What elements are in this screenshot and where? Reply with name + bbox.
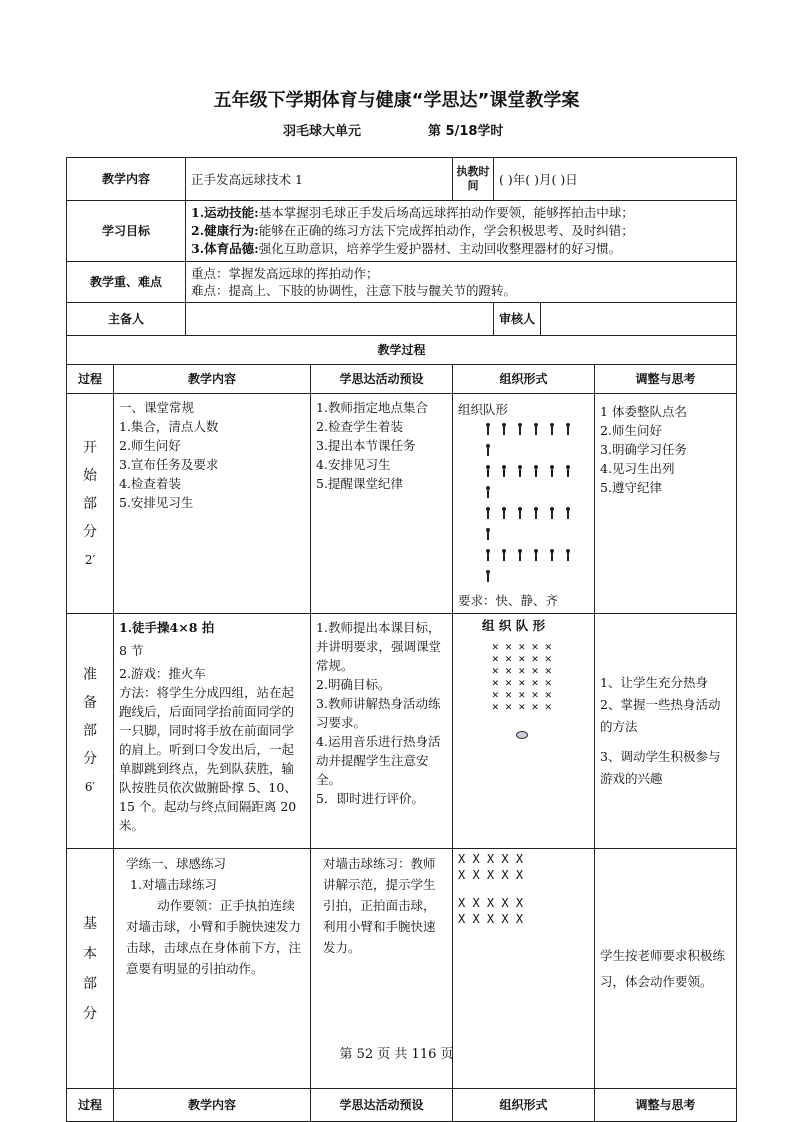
formation-diagram: ✕ ✕ ✕ ✕ ✕ ✕ ✕ ✕ ✕ ✕ ✕ ✕ ✕ ✕ ✕ ✕ ✕ ✕ ✕ ✕ ✕ ✕ ✕ ✕ ✕ ✕ ✕ ✕ ✕ ✕ (492, 640, 552, 713)
section-start (67, 394, 737, 614)
formation-row: X X X X X (458, 852, 524, 866)
section-organization (453, 394, 595, 614)
student-icon (517, 423, 523, 435)
student-icon (485, 528, 491, 540)
goals-list (186, 201, 737, 262)
col-content: 教学内容 (114, 365, 311, 394)
student-icon (565, 549, 571, 561)
page-number: 第 52 页 共 116 页 (339, 1047, 454, 1062)
student-icon (485, 549, 491, 561)
section-organization (453, 614, 595, 849)
student-icon (533, 423, 539, 435)
content-label: 教学内容 (67, 158, 186, 201)
col-stage-footer: 过程 (67, 1089, 114, 1122)
formation-diagram (480, 421, 589, 589)
goal-item: 3.体育品德:强化互助意识，培养学生爱护器材、主动回收整理器材的好习惯。 (191, 241, 622, 256)
key-point: 难点：提高上、下肢的协调性，注意下肢与髋关节的蹬转。 (191, 283, 517, 298)
student-icon (517, 507, 523, 519)
goals-label: 学习目标 (67, 201, 186, 262)
content-value: 正手发高远球技术 1 (186, 158, 453, 201)
student-icon (485, 507, 491, 519)
column-header-row (67, 365, 737, 394)
section-content: 1.徒手操4×8 拍 8 节 2.游戏：推火车 方法：将学生分成四组，站在起跑线后，后面同学抬前面同学的一只脚，同时将手放在前面同学的肩上。听到口令发出后，一起单脚跳到终点，先到队获胜，输队按胜员依次做腑卧撑 5、10、15 个。起动与终点间隔距离 20 米。 (114, 614, 311, 849)
org-title: 组 织 队 形 (482, 618, 546, 633)
formation-row: X X X X X (458, 896, 524, 910)
col-organization: 组织形式 (453, 365, 595, 394)
student-icon (533, 465, 539, 477)
goal-item: 2.健康行为:能够在正确的练习方法下完成挥拍动作，学会积极思考、及时纠错； (191, 223, 634, 238)
student-icon (501, 549, 507, 561)
student-icon (549, 507, 555, 519)
student-icon (565, 507, 571, 519)
section-activity: 1.教师提出本课目标，并讲明要求，强调课堂常规。 2.明确目标。 3.教师讲解热身活动练习要求。 4.运用音乐进行热身活动并提醒学生注意安全。 5．即时进行评价。 (311, 614, 453, 849)
stage-label: 基 本 部 分 (67, 849, 114, 1089)
column-footer-row (67, 1089, 737, 1122)
org-note: 要求：快、静、齐 (458, 593, 559, 608)
student-icon (501, 423, 507, 435)
reviewer-value (541, 303, 737, 336)
key-points (186, 262, 737, 303)
period-label: 第 5/18学时 (428, 124, 504, 139)
stage-label: 开 始 部 分 2′ (67, 394, 114, 614)
student-icon (485, 570, 491, 582)
student-icon (549, 423, 555, 435)
student-icon (485, 423, 491, 435)
formation-row: X X X X X (458, 912, 524, 926)
section-activity: 对墙击球练习：教师讲解示范，提示学生引拍，正拍面击球，利用小臂和手腕快速发力。 (311, 849, 453, 1089)
student-icon (533, 549, 539, 561)
col-content-footer: 教学内容 (114, 1089, 311, 1122)
student-icon (501, 465, 507, 477)
stage-label: 准 备 部 分 6′ (67, 614, 114, 849)
exec-time-value: ( )年( )月( )日 (494, 158, 737, 201)
student-icon (485, 444, 491, 456)
col-activity-footer: 学思达活动预设 (311, 1089, 453, 1122)
section-reflection: 学生按老师要求积极练习，体会动作要领。 (595, 849, 737, 1089)
key-points-label: 教学重、难点 (67, 262, 186, 303)
student-icon (501, 507, 507, 519)
org-title: 组织队形 (458, 402, 509, 417)
goal-item: 1.运动技能:基本掌握羽毛球正手发后场高远球挥拍动作要领，能够挥拍击中球； (191, 205, 634, 220)
student-icon (517, 549, 523, 561)
student-icon (565, 465, 571, 477)
student-icon (549, 465, 555, 477)
col-reflection-footer: 调整与思考 (595, 1089, 737, 1122)
student-icon (517, 465, 523, 477)
lesson-plan-table (66, 157, 737, 1122)
unit-name: 羽毛球大单元 (283, 124, 362, 139)
section-reflection: 1 体委整队点名 2.师生问好 3.明确学习任务 4.见习生出列 5.遵守纪律 (595, 394, 737, 614)
col-organization-footer: 组织形式 (453, 1089, 595, 1122)
col-stage: 过程 (67, 365, 114, 394)
student-icon (485, 465, 491, 477)
student-icon (565, 423, 571, 435)
student-icon (485, 486, 491, 498)
key-point: 重点：掌握发高远球的挥拍动作； (191, 266, 379, 281)
preparer-value (186, 303, 494, 336)
section-content: 一、课堂常规 1.集合，清点人数 2.师生问好 3.宣布任务及要求 4.检查着装 5.安排见习生 (114, 394, 311, 614)
section-reflection: 1、让学生充分热身 2、掌握一些热身活动的方法 3、调动学生积极参与游戏的兴趣 (595, 614, 737, 849)
col-reflection: 调整与思考 (595, 365, 737, 394)
col-activity: 学思达活动预设 (311, 365, 453, 394)
exec-time-label: 执教时间 (453, 158, 494, 201)
preparer-label: 主备人 (67, 303, 186, 336)
section-warmup (67, 614, 737, 849)
section-content: 学练一、球感练习 1.对墙击球练习 动作要领：正手执拍连续对墙击球，小臂和手腕快速发力击球，击球点在身体前下方，注意要有明显的引拍动作。 (114, 849, 311, 1089)
teacher-marker-icon (516, 731, 528, 739)
student-icon (549, 549, 555, 561)
section-activity: 1.教师指定地点集合 2.检查学生着装 3.提出本节课任务 4.安排见习生 5.提醒课堂纪律 (311, 394, 453, 614)
process-label: 教学过程 (67, 336, 737, 365)
reviewer-label: 审核人 (494, 303, 541, 336)
page-title: 五年级下学期体育与健康“学思达”课堂教学案 (213, 90, 580, 111)
student-icon (533, 507, 539, 519)
formation-row: X X X X X (458, 868, 524, 882)
